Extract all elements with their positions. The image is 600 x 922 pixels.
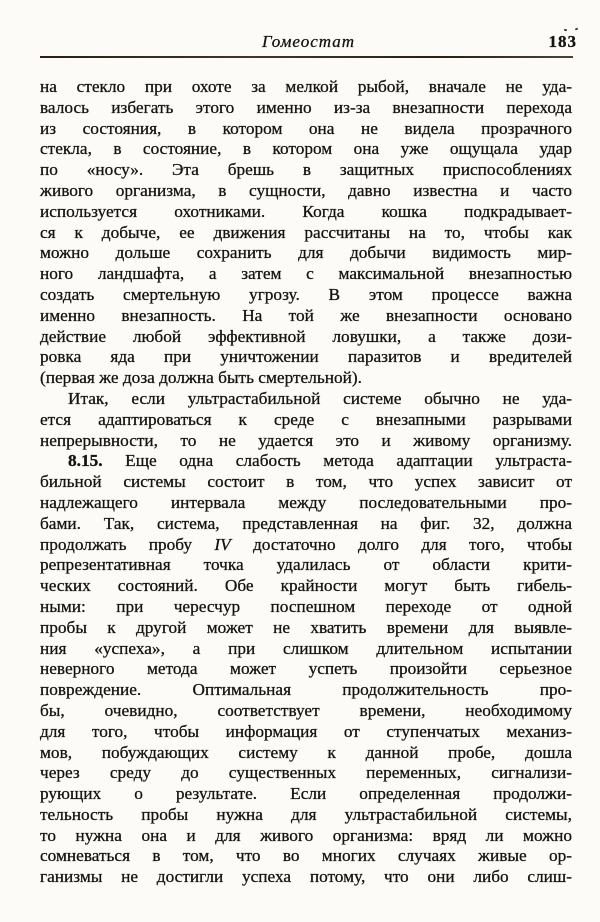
text-line: бы, очевидно, соответствует времени, необходимому [40,700,572,720]
page-number: 183 [548,32,577,51]
running-head-title: Гомеостат [261,32,356,51]
text-line: ческих состояний. Обе крайности могут быть гибель- [40,576,572,596]
text-line: на стекло при охоте за мелкой рыбой, вначале не уда- [40,77,572,96]
text-line: по «носу». Эта брешь в защитных приспособлениях [40,160,572,180]
paragraph-1 [40,77,572,389]
text-segment: Еще одна слабость метода адаптации ультраста- [102,451,572,471]
text-segment: продолжать пробу [40,534,215,554]
text-line: можно дольше сохранить для добычи видимость мир- [40,243,572,263]
body-text [40,77,572,888]
text-line: ется адаптироваться к среде с внезапными разрывами [40,409,572,429]
text-line: из состояния, в котором она не видела прозрачного [40,118,572,138]
text-line: (первая же доза должна быть смертельной). [40,368,362,388]
text-line: ного ландшафта, а затем с максимальной внезапностью [40,264,572,284]
text-line: непрерывности, то не удается это и живому организму. [40,430,572,450]
text-line: живого организма, в сущности, давно известна и часто [40,180,572,200]
text-line: именно внезапность. На той же внезапности основано [40,305,572,325]
text-line: ния «успеха», а при слишком длительном испытании [40,638,572,658]
text-line: мов, побуждающих систему к данной пробе, дошла [40,742,572,762]
text-line: действие любой эффективной ловушки, а также дози- [40,326,572,346]
text-line: репрезентативная точка удалилась от области крити- [40,555,572,575]
trial-number-roman: IV [214,534,231,554]
text-line: тельность пробы нужна для ультрастабильной системы, [40,804,572,824]
text-line: повреждение. Оптимальная продолжительность про- [40,680,572,700]
running-head [40,32,577,56]
text-line: пробы к другой может не хватить времени для выявле- [40,617,572,637]
text-line: для того, чтобы информация от ступенчатых механиз- [40,721,572,741]
text-line: ся к добыче, ее движения рассчитаны на то, чтобы как [40,222,572,242]
section-number: 8.15. [68,451,103,471]
text-line: бами. Так, система, представленная на фиг. 32, должна [40,513,572,533]
text-line: ными: при чересчур поспешном переходе от одной [40,596,572,616]
text-line: надлежащего интервала между последовательными про- [40,492,572,512]
text-line: валось избегать этого именно из-за внезапности перехода [40,97,572,117]
paragraph-3-section-8-15 [40,451,572,888]
text-line [40,535,572,556]
header-rule [40,56,573,58]
text-line: создать смертельную угрозу. В этом процессе важна [40,284,572,304]
text-line: ровка яда при уничтожении паразитов и вредителей [40,347,572,367]
text-line: неверного метода может успеть произойти серьезное [40,659,572,679]
text-line: бильной системы состоит в том, что успех зависит от [40,472,572,492]
text-line [40,451,572,472]
text-line: рующих о результате. Если определенная продолжи- [40,784,572,804]
scan-speck [575,27,579,30]
text-line: ганизмы не достигли успеха потому, что они либо слиш- [40,867,572,887]
paragraph-2 [40,389,572,451]
text-line: стекла, в состояние, в котором она уже ощущала удар [40,139,572,159]
text-line: то нужна она и для живого организма: вряд ли можно [40,825,572,845]
text-line: используется охотниками. Когда кошка подкрадывает- [40,201,572,221]
text-segment: достаточно долго для того, чтобы [230,534,573,554]
text-line: Итак, если ультрастабильной системе обычно не уда- [68,388,572,408]
text-line: сомневаться в том, что во многих случаях живые ор- [40,846,572,866]
text-line: через среду до существенных переменных, сигнализи- [40,763,572,783]
